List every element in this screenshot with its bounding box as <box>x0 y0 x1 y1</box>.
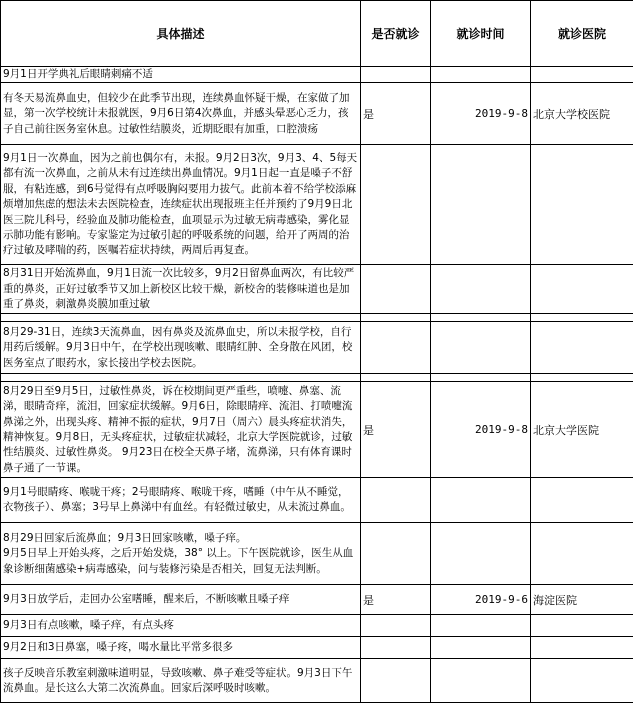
hospital-cell[interactable] <box>531 637 633 659</box>
description-cell[interactable]: 9月3日有点咳嗽，嗓子痒，有点头疼 <box>1 615 361 637</box>
hospital-cell[interactable] <box>531 615 633 637</box>
visited-cell[interactable]: 是 <box>361 585 431 615</box>
hospital-cell[interactable]: 北京大学校医院 <box>531 83 633 145</box>
description-cell[interactable]: 有冬天易流鼻血史，但较少在此季节出现，连续鼻血怀疑干燥，在家做了加显，第一次学校统计未报就医，9月6日第4次鼻血，并感头晕恶心乏力，孩子自己前往医务室休息。过敏性结膜炎，近期眨眼有加重，口腔溃疡 <box>1 83 361 145</box>
visit-time-cell[interactable] <box>431 265 531 314</box>
visit-time-cell[interactable]: 2019-9-8 <box>431 382 531 478</box>
header-description[interactable]: 具体描述 <box>1 1 361 67</box>
visit-time-cell[interactable] <box>431 523 531 585</box>
hospital-cell[interactable]: 北京大学医院 <box>531 382 633 478</box>
table-row <box>1 659 633 703</box>
table-row <box>1 322 633 374</box>
table-row <box>1 382 633 478</box>
description-cell[interactable]: 9月1日一次鼻血，因为之前也偶尔有，未报。9月2日3次，9月3、4、5每天都有流一次鼻血，之前从未有过连续出鼻血情况。9月1日起一直是嗓子不舒服，有粘连感，到6号觉得有点呼吸胸闷要用力拔气。此前本着不给学校添麻烦增加焦虑的想法未去医院检查，连续症状出现报班主任并预约了9月9日北医三院儿科号，经验血及肺功能检查，血项显示为过敏无病毒感染，雾化显示肺功能有影响。专家鉴定为过敏引起的呼吸系统的问题，给开了两周的治疗过敏及哮喘的药，医嘱若症状持续，两周后再复查。 <box>1 145 361 265</box>
table-row <box>1 615 633 637</box>
hospital-cell[interactable] <box>531 67 633 83</box>
spacer-row <box>1 314 633 322</box>
table-row <box>1 585 633 615</box>
table-row <box>1 67 633 83</box>
description-cell[interactable]: 孩子反映音乐教室刺激味道明显，导致咳嗽、鼻子难受等症状。9月3日下午流鼻血。是长这么大第二次流鼻血。回家后深呼吸时咳嗽。 <box>1 659 361 703</box>
header-visit-time[interactable]: 就诊时间 <box>431 1 531 67</box>
hospital-cell[interactable] <box>531 265 633 314</box>
hospital-cell[interactable] <box>531 145 633 265</box>
visit-time-cell[interactable] <box>431 322 531 374</box>
visit-time-cell[interactable]: 2019-9-6 <box>431 585 531 615</box>
spacer-row <box>1 374 633 382</box>
table-row <box>1 637 633 659</box>
table-row <box>1 478 633 523</box>
table-row <box>1 265 633 314</box>
hospital-cell[interactable] <box>531 659 633 703</box>
visited-cell[interactable] <box>361 322 431 374</box>
table-row <box>1 83 633 145</box>
visit-time-cell[interactable] <box>431 145 531 265</box>
visited-cell[interactable] <box>361 265 431 314</box>
description-cell[interactable]: 8月29日至9月5日，过敏性鼻炎，诉在校期间更严重些，喷嚏、鼻塞、流涕，眼睛奇痒，流泪，回家症状缓解。9月6日，除眼睛痒、流泪、打喷嚏流鼻涕之外，出现头疼、精神不振的症状，9月7日（周六）晨头疼症状消失，精神恢复。9月8日，无头疼症状，过敏症状减轻，北京大学医院就诊，过敏性结膜炎、过敏性鼻炎。 9月23日在校全天鼻子堵，流鼻涕，只有体育课时鼻子通了一节课。 <box>1 382 361 478</box>
description-cell[interactable]: 9月2日和3日鼻塞，嗓子疼，喝水量比平常多很多 <box>1 637 361 659</box>
visited-cell[interactable] <box>361 523 431 585</box>
visited-cell[interactable] <box>361 145 431 265</box>
description-cell[interactable]: 9月1日开学典礼后眼睛刺痛不适 <box>1 67 361 83</box>
visited-cell[interactable] <box>361 67 431 83</box>
description-cell[interactable]: 8月29-31日，连续3天流鼻血，因有鼻炎及流鼻血史，所以未报学校，自行用药后缓解。9月3日中午，在学校出现咳嗽、眼睛红肿、全身散在风团，校医务室点了眼药水，家长接出学校去医院。 <box>1 322 361 374</box>
description-cell[interactable]: 9月3日放学后，走回办公室嗜睡，醒来后，不断咳嗽且嗓子痒 <box>1 585 361 615</box>
hospital-cell[interactable] <box>531 322 633 374</box>
visit-time-cell[interactable] <box>431 615 531 637</box>
description-cell[interactable]: 8月31日开始流鼻血，9月1日流一次比较多，9月2日留鼻血两次，有比较严重的鼻炎，正好过敏季节又加上新校区比较干燥，新校舍的装修味道也是加重了鼻炎，刺激鼻炎膜加重过敏 <box>1 265 361 314</box>
header-visited[interactable]: 是否就诊 <box>361 1 431 67</box>
description-cell[interactable]: 9月1号眼睛疼、喉咙干疼；2号眼睛疼、喉咙干疼，嗜睡（中午从不睡觉，衣物孩子）、鼻塞；3号早上鼻涕中有血丝。有轻微过敏史，从未流过鼻血。 <box>1 478 361 523</box>
visited-cell[interactable] <box>361 615 431 637</box>
visit-time-cell[interactable] <box>431 478 531 523</box>
visited-cell[interactable] <box>361 637 431 659</box>
hospital-cell[interactable]: 海淀医院 <box>531 585 633 615</box>
visited-cell[interactable]: 是 <box>361 83 431 145</box>
visited-cell[interactable]: 是 <box>361 382 431 478</box>
visit-time-cell[interactable] <box>431 67 531 83</box>
visit-time-cell[interactable]: 2019-9-8 <box>431 83 531 145</box>
visit-time-cell[interactable] <box>431 659 531 703</box>
header-hospital[interactable]: 就诊医院 <box>531 1 633 67</box>
visited-cell[interactable] <box>361 659 431 703</box>
description-cell[interactable]: 8月29日回家后流鼻血；9月3日回家咳嗽，嗓子痒。 9月5日早上开始头疼，之后开始发烧，38° 以上。下午医院就诊，医生从血象诊断细菌感染+病毒感染，问与装修污染是否相关，回复无法判断。 <box>1 523 361 585</box>
visit-time-cell[interactable] <box>431 637 531 659</box>
visited-cell[interactable] <box>361 478 431 523</box>
table-row <box>1 523 633 585</box>
hospital-cell[interactable] <box>531 523 633 585</box>
hospital-cell[interactable] <box>531 478 633 523</box>
table-row <box>1 145 633 265</box>
header-row <box>1 1 633 67</box>
